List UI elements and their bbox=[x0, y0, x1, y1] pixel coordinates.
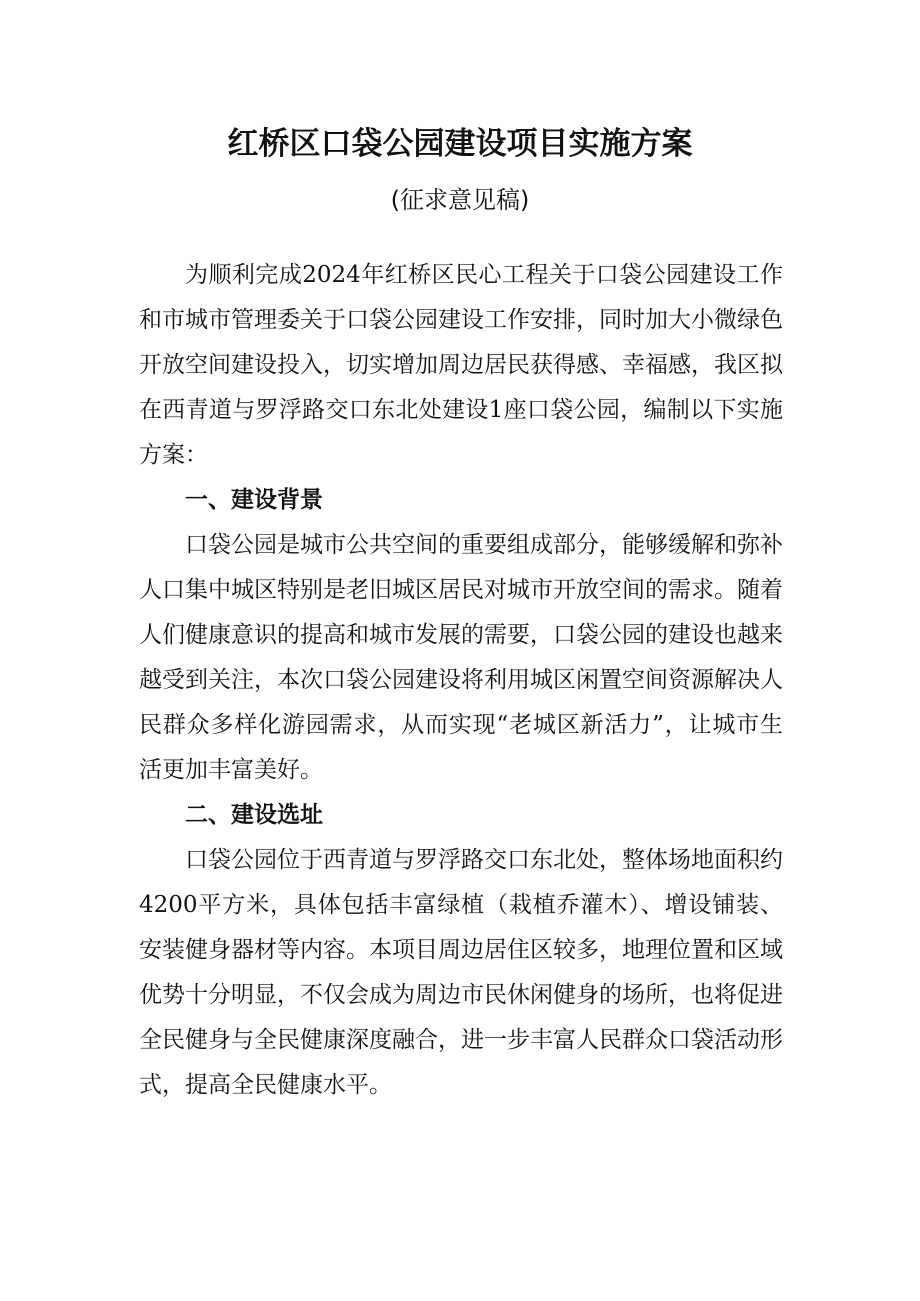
document-body bbox=[139, 253, 783, 1108]
section-paragraph-location: 口袋公园位于西青道与罗浮路交口东北处，整体场地面积约4200平方米，具体包括丰富绿植（栽植乔灌木）、增设铺装、安装健身器材等内容。本项目周边居住区较多，地理位置和区域优势十分明显，不仅会成为周边市民休闲健身的场所，也将促进全民健身与全民健康深度融合，进一步丰富人民群众口袋活动形式，提高全民健康水平。 bbox=[139, 847, 783, 1098]
section-heading-background: 一、建设背景 bbox=[185, 487, 323, 513]
intro-paragraph: 为顺利完成2024年红桥区民心工程关于口袋公园建设工作和市城市管理委关于口袋公园建设工作安排，同时加大小微绿色开放空间建设投入，切实增加周边居民获得感、幸福感，我区拟在西青道与罗浮路交口东北处建设1座口袋公园，编制以下实施方案： bbox=[139, 262, 783, 468]
document-title: 红桥区口袋公园建设项目实施方案 bbox=[227, 126, 693, 162]
section-paragraph-background: 口袋公园是城市公共空间的重要组成部分，能够缓解和弥补人口集中城区特别是老旧城区居民对城市开放空间的需求。随着人们健康意识的提高和城市发展的需要，口袋公园的建设也越来越受到关注，本次口袋公园建设将利用城区闲置空间资源解决人民群众多样化游园需求，从而实现“老城区新活力”，让城市生活更加丰富美好。 bbox=[139, 532, 783, 783]
document-subtitle: (征求意见稿) bbox=[390, 186, 530, 214]
section-heading-location: 二、建设选址 bbox=[185, 802, 323, 828]
